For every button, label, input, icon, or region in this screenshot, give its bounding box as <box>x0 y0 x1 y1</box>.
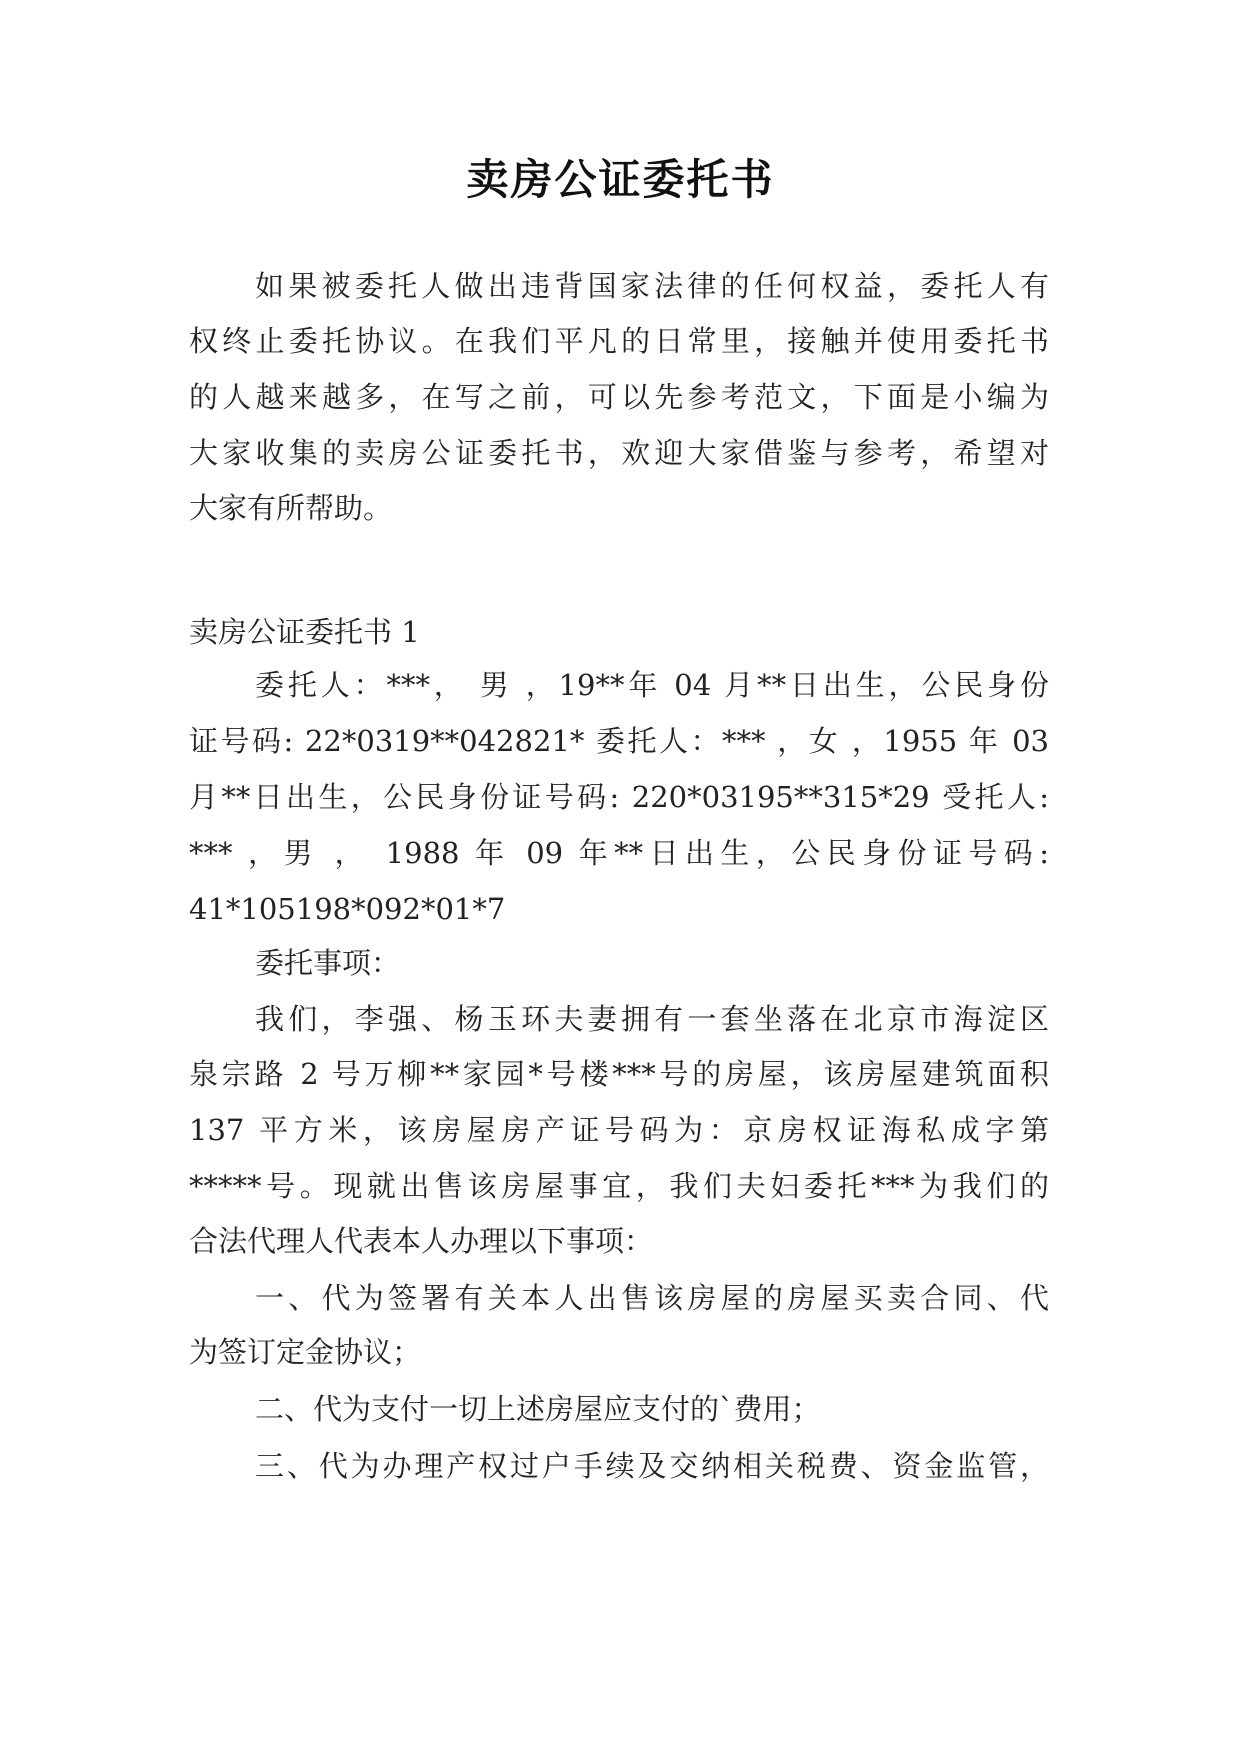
document-title: 卖房公证委托书 <box>466 155 775 204</box>
paragraph-line: 大家有所帮助。 <box>189 491 393 525</box>
paragraph-line: 月**日出生，公民身份证号码: 220*03195**315*29 受托人: <box>189 780 1049 814</box>
paragraph-line: 如果被委托人做出违背国家法律的任何权益，委托人有 <box>255 269 1049 303</box>
paragraph-line: 一、代为签署有关本人出售该房屋的房屋买卖合同、代 <box>255 1281 1049 1315</box>
paragraph-line: 证号码: 22*0319**042821* 委托人：*** ，女 ，1955 年 03 <box>189 724 1049 758</box>
paragraph-line: 大家收集的卖房公证委托书，欢迎大家借鉴与参考，希望对 <box>189 436 1049 470</box>
paragraph-line: 三、代为办理产权过户手续及交纳相关税费、资金监管， <box>255 1449 1049 1483</box>
section-heading: 卖房公证委托书 1 <box>189 615 420 649</box>
paragraph-line: 权终止委托协议。在我们平凡的日常里，接触并使用委托书 <box>189 324 1049 358</box>
paragraph-line: 委托人：***， 男 ，19**年 04 月**日出生，公民身份 <box>255 668 1049 702</box>
paragraph-line: 137 平方米，该房屋房产证号码为：京房权证海私成字第 <box>189 1113 1049 1147</box>
paragraph-line: *****号。现就出售该房屋事宜，我们夫妇委托***为我们的 <box>189 1169 1049 1203</box>
paragraph-line: 41*105198*092*01*7 <box>189 892 506 926</box>
paragraph-line: 委托事项： <box>255 946 401 980</box>
paragraph-line: 我们，李强、杨玉环夫妻拥有一套坐落在北京市海淀区 <box>255 1002 1049 1036</box>
paragraph-line: 二、代为支付一切上述房屋应支付的`费用； <box>255 1392 821 1426</box>
paragraph-line: 为签订定金协议； <box>189 1335 422 1369</box>
paragraph-line: 的人越来越多，在写之前，可以先参考范文，下面是小编为 <box>189 380 1049 414</box>
paragraph-line: *** ，男 ， 1988 年 09 年**日出生，公民身份证号码: <box>189 836 1049 870</box>
paragraph-line: 合法代理人代表本人办理以下事项： <box>189 1224 654 1258</box>
paragraph-line: 泉宗路 2 号万柳**家园*号楼***号的房屋，该房屋建筑面积 <box>189 1057 1049 1091</box>
